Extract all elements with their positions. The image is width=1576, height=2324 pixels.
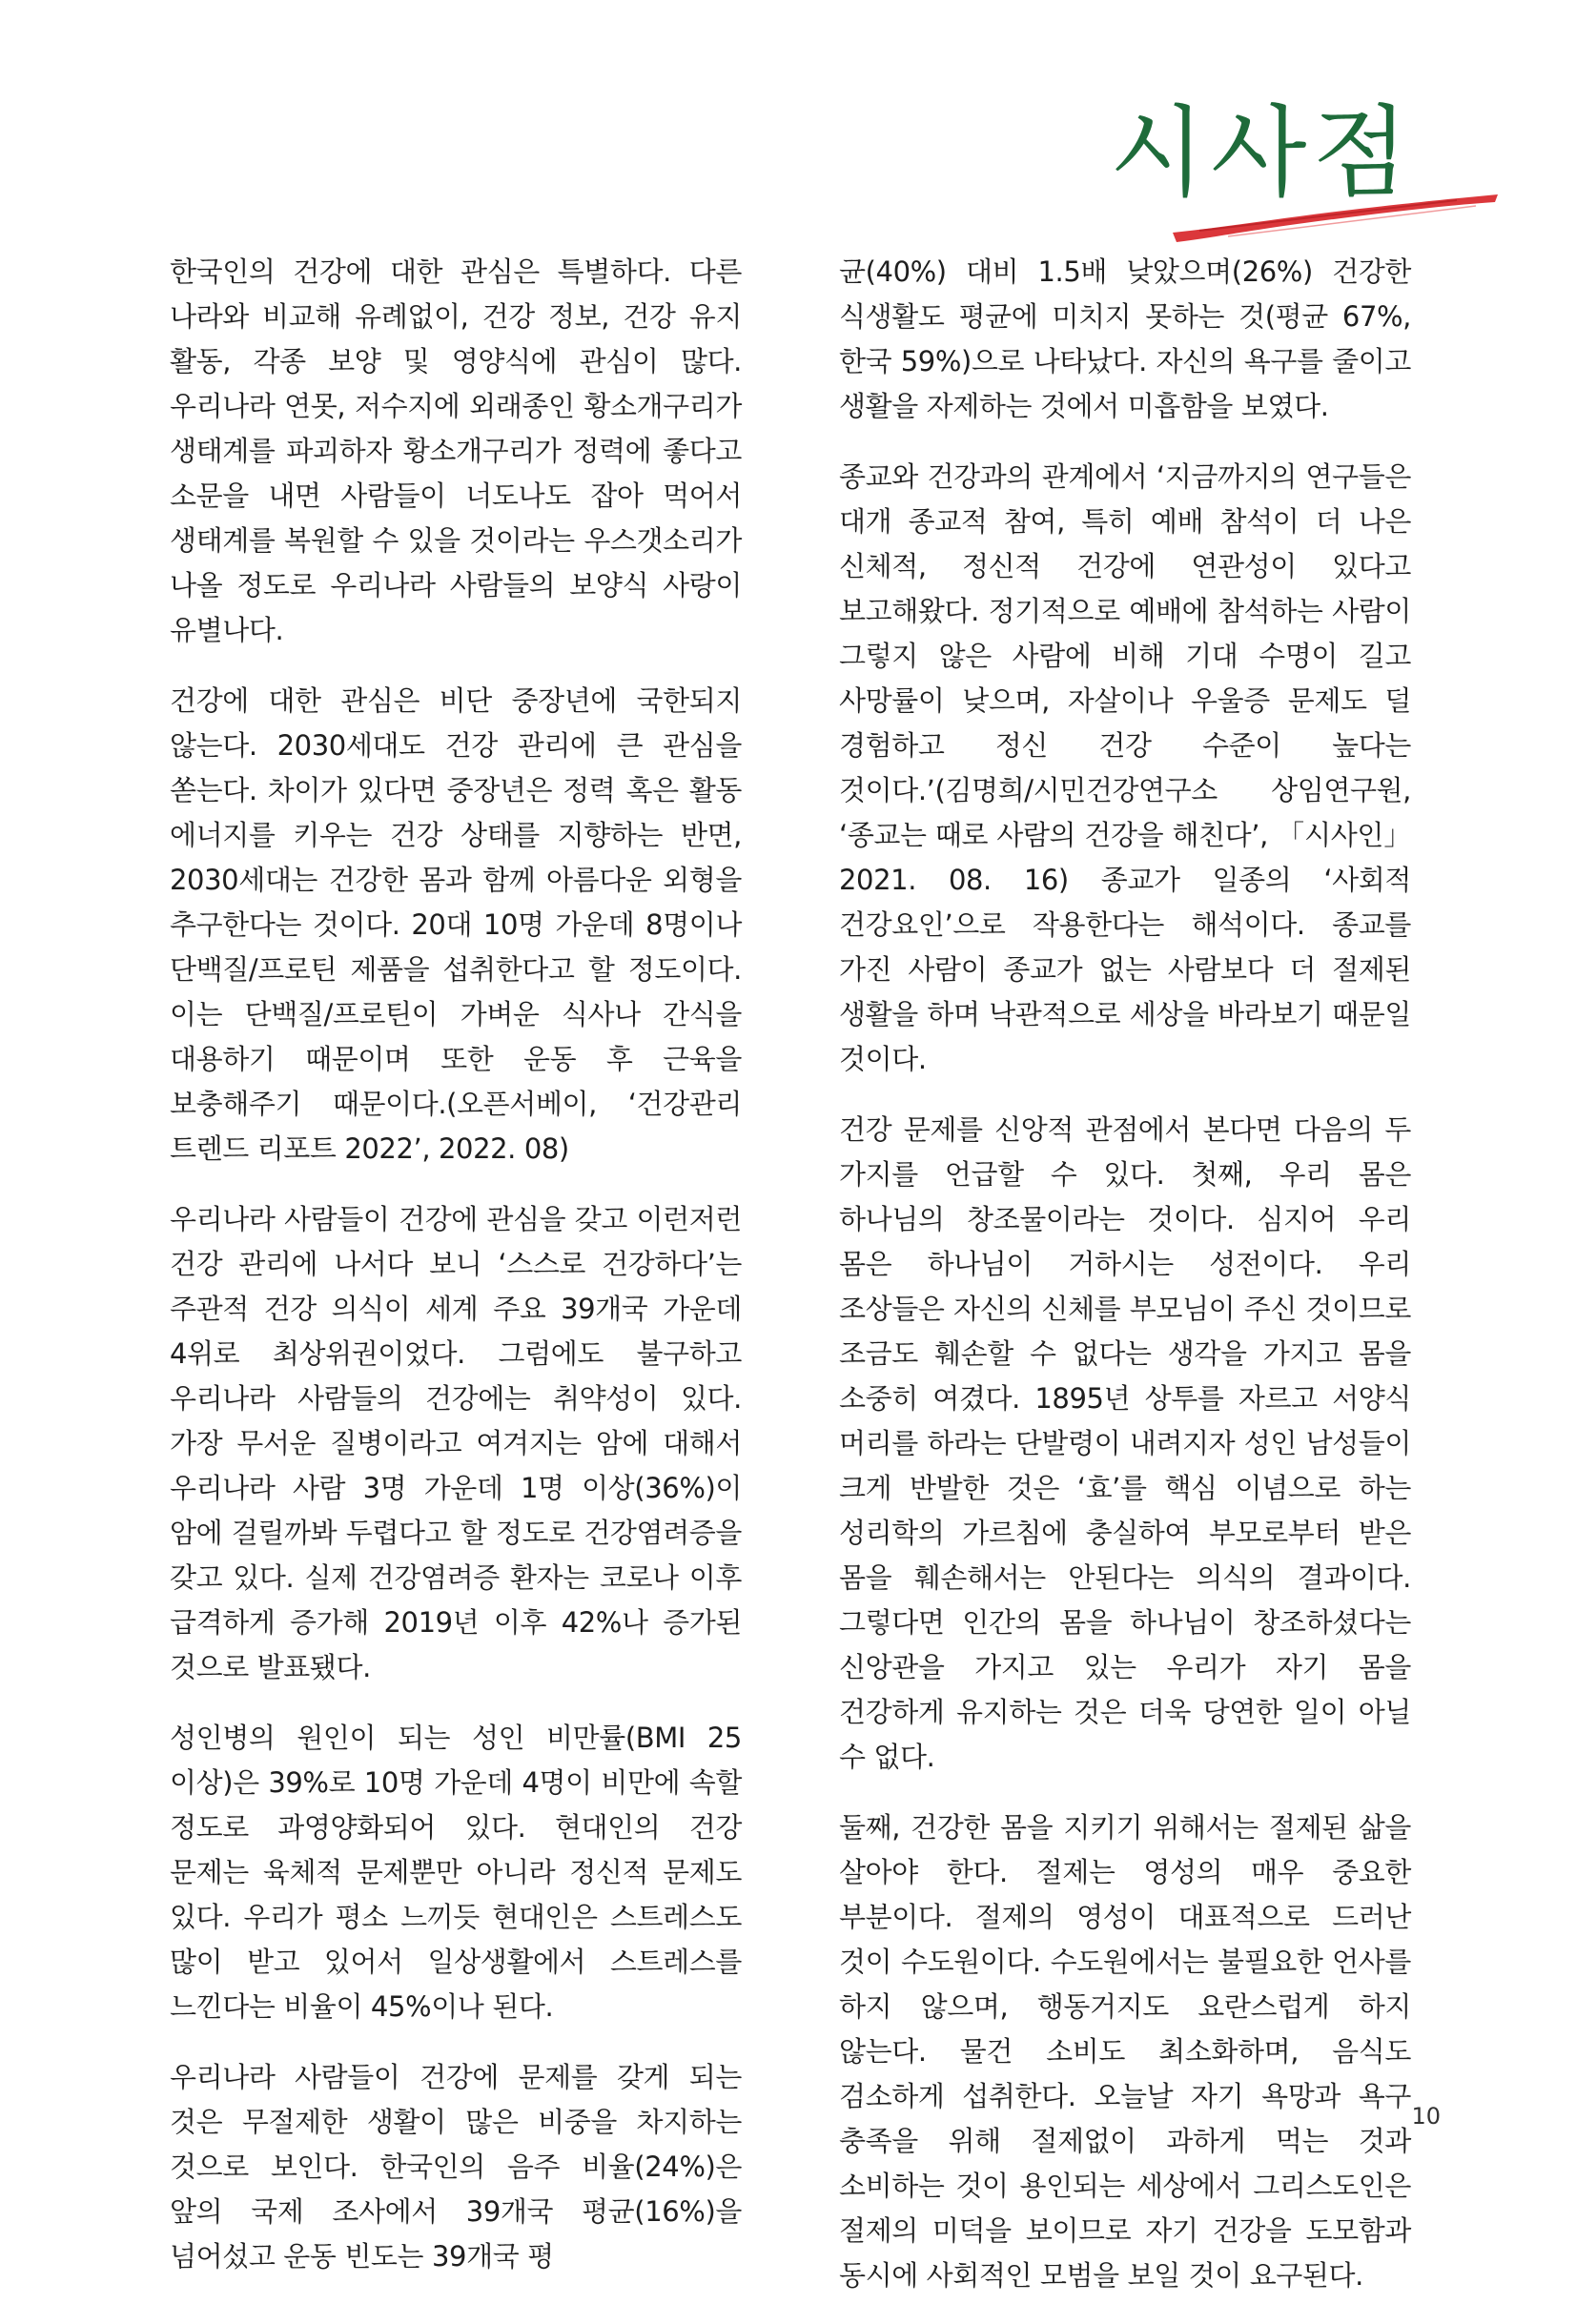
brush-stroke-decoration xyxy=(1171,189,1500,246)
paragraph: 종교와 건강과의 관계에서 ‘지금까지의 연구들은 대개 종교적 참여, 특히 예배 참석이 더 나은 신체적, 정신적 건강에 연관성이 있다고 보고해왔다. 정기적으로 예배에 참석하는 사람이 그렇지 않은 사람에 비해 기대 수명이 길고 사망률이 낮으며, 자살이나 우울증 문제도 덜 경험하고 정신 건강 수준이 높다는 것이다.’(김명희/시민건강연구소 상임연구원, ‘종교는 때로 사람의 건강을 해친다’, 「시사인」 2021. 08. 16) 종교가 일종의 ‘사회적 건강요인’으로 작용한다는 해석이다. 종교를 가진 사람이 종교가 없는 사람보다 더 절제된 생활을 하며 낙관적으로 세상을 바라보기 때문일 것이다. xyxy=(839,460,1411,1075)
paragraph: 건강 문제를 신앙적 관점에서 본다면 다음의 두 가지를 언급할 수 있다. 첫째, 우리 몸은 하나님의 창조물이라는 것이다. 심지어 우리 몸은 하나님이 거하시는 성전이다. 우리 조상들은 자신의 신체를 부모님이 주신 것이므로 조금도 훼손할 수 없다는 생각을 가지고 몸을 소중히 여겼다. 1895년 상투를 자르고 서양식 머리를 하라는 단발령이 내려지자 성인 남성들이 크게 반발한 것은 ‘효’를 핵심 이념으로 하는 성리학의 가르침에 충실하여 부모로부터 받은 몸을 훼손해서는 안된다는 의식의 결과이다. 그렇다면 인간의 몸을 하나님이 창조하셨다는 신앙관을 가지고 있는 우리가 자기 몸을 건강하게 유지하는 것은 더욱 당연한 일이 아닐 수 없다. xyxy=(839,1113,1411,1773)
paragraph: 건강에 대한 관심은 비단 중장년에 국한되지 않는다. 2030세대도 건강 관리에 큰 관심을 쏟는다. 차이가 있다면 중장년은 정력 혹은 활동 에너지를 키우는 건강 상태를 지향하는 반면, 2030세대는 건강한 몸과 함께 아름다운 외형을 추구한다는 것이다. 20대 10명 가운데 8명이나 단백질/프로틴 제품을 섭취한다고 할 정도이다. 이는 단백질/프로틴이 가벼운 식사나 간식을 대용하기 때문이며 또한 운동 후 근육을 보충해주기 때문이다.(오픈서베이, ‘건강관리 트렌드 리포트 2022’, 2022. 08) xyxy=(170,684,742,1165)
paragraph: 한국인의 건강에 대한 관심은 특별하다. 다른 나라와 비교해 유례없이, 건강 정보, 건강 유지 활동, 각종 보양 및 영양식에 관심이 많다. 우리나라 연못, 저수지에 외래종인 황소개구리가 생태계를 파괴하자 황소개구리가 정력에 좋다고 소문을 내면 사람들이 너도나도 잡아 먹어서 생태계를 복원할 수 있을 것이라는 우스갯소리가 나올 정도로 우리나라 사람들의 보양식 사랑이 유별나다. xyxy=(170,255,742,646)
paragraph: 우리나라 사람들이 건강에 문제를 갖게 되는 것은 무절제한 생활이 많은 비중을 차지하는 것으로 보인다. 한국인의 음주 비율(24%)은 앞의 국제 조사에서 39개국 평균(16%)을 넘어섰고 운동 빈도는 39개국 평 xyxy=(170,2061,742,2273)
right-column xyxy=(839,250,1411,2324)
paragraph: 성인병의 원인이 되는 성인 비만률(BMI 25 이상)은 39%로 10명 가운데 4명이 비만에 속할 정도로 과영양화되어 있다. 현대인의 건강 문제는 육체적 문제뿐만 아니라 정신적 문제도 있다. 우리가 평소 느끼듯 현대인은 스트레스도 많이 받고 있어서 일상생활에서 스트레스를 느낀다는 비율이 45%이나 된다. xyxy=(170,1722,742,2023)
left-column xyxy=(170,250,742,2305)
page-title: 시사점 xyxy=(1109,94,1414,211)
paragraph: 둘째, 건강한 몸을 지키기 위해서는 절제된 삶을 살아야 한다. 절제는 영성의 매우 중요한 부분이다. 절제의 영성이 대표적으로 드러난 것이 수도원이다. 수도원에서는 불필요한 언사를 하지 않으며, 행동거지도 요란스럽게 하지 않는다. 물건 소비도 최소화하며, 음식도 검소하게 섭취한다. 오늘날 자기 욕망과 욕구 충족을 위해 절제없이 과하게 먹는 것과 소비하는 것이 용인되는 세상에서 그리스도인은 절제의 미덕을 보이므로 자기 건강을 도모함과 동시에 사회적인 모범을 보일 것이 요구된다. xyxy=(839,1811,1411,2292)
paragraph: 균(40%) 대비 1.5배 낮았으며(26%) 건강한 식생활도 평균에 미치지 못하는 것(평균 67%, 한국 59%)으로 나타났다. 자신의 욕구를 줄이고 생활을 자제하는 것에서 미흡함을 보였다. xyxy=(839,255,1411,422)
paragraph: 우리나라 사람들이 건강에 관심을 갖고 이런저런 건강 관리에 나서다 보니 ‘스스로 건강하다’는 주관적 건강 의식이 세계 주요 39개국 가운데 4위로 최상위권이었다. 그럼에도 불구하고 우리나라 사람들의 건강에는 취약성이 있다. 가장 무서운 질병이라고 여겨지는 암에 대해서 우리나라 사람 3명 가운데 1명 이상(36%)이 암에 걸릴까봐 두렵다고 할 정도로 건강염려증을 갖고 있다. 실제 건강염려증 환자는 코로나 이후 급격하게 증가해 2019년 이후 42%나 증가된 것으로 발표됐다. xyxy=(170,1203,742,1683)
page-number: 10 xyxy=(1411,2103,1441,2130)
